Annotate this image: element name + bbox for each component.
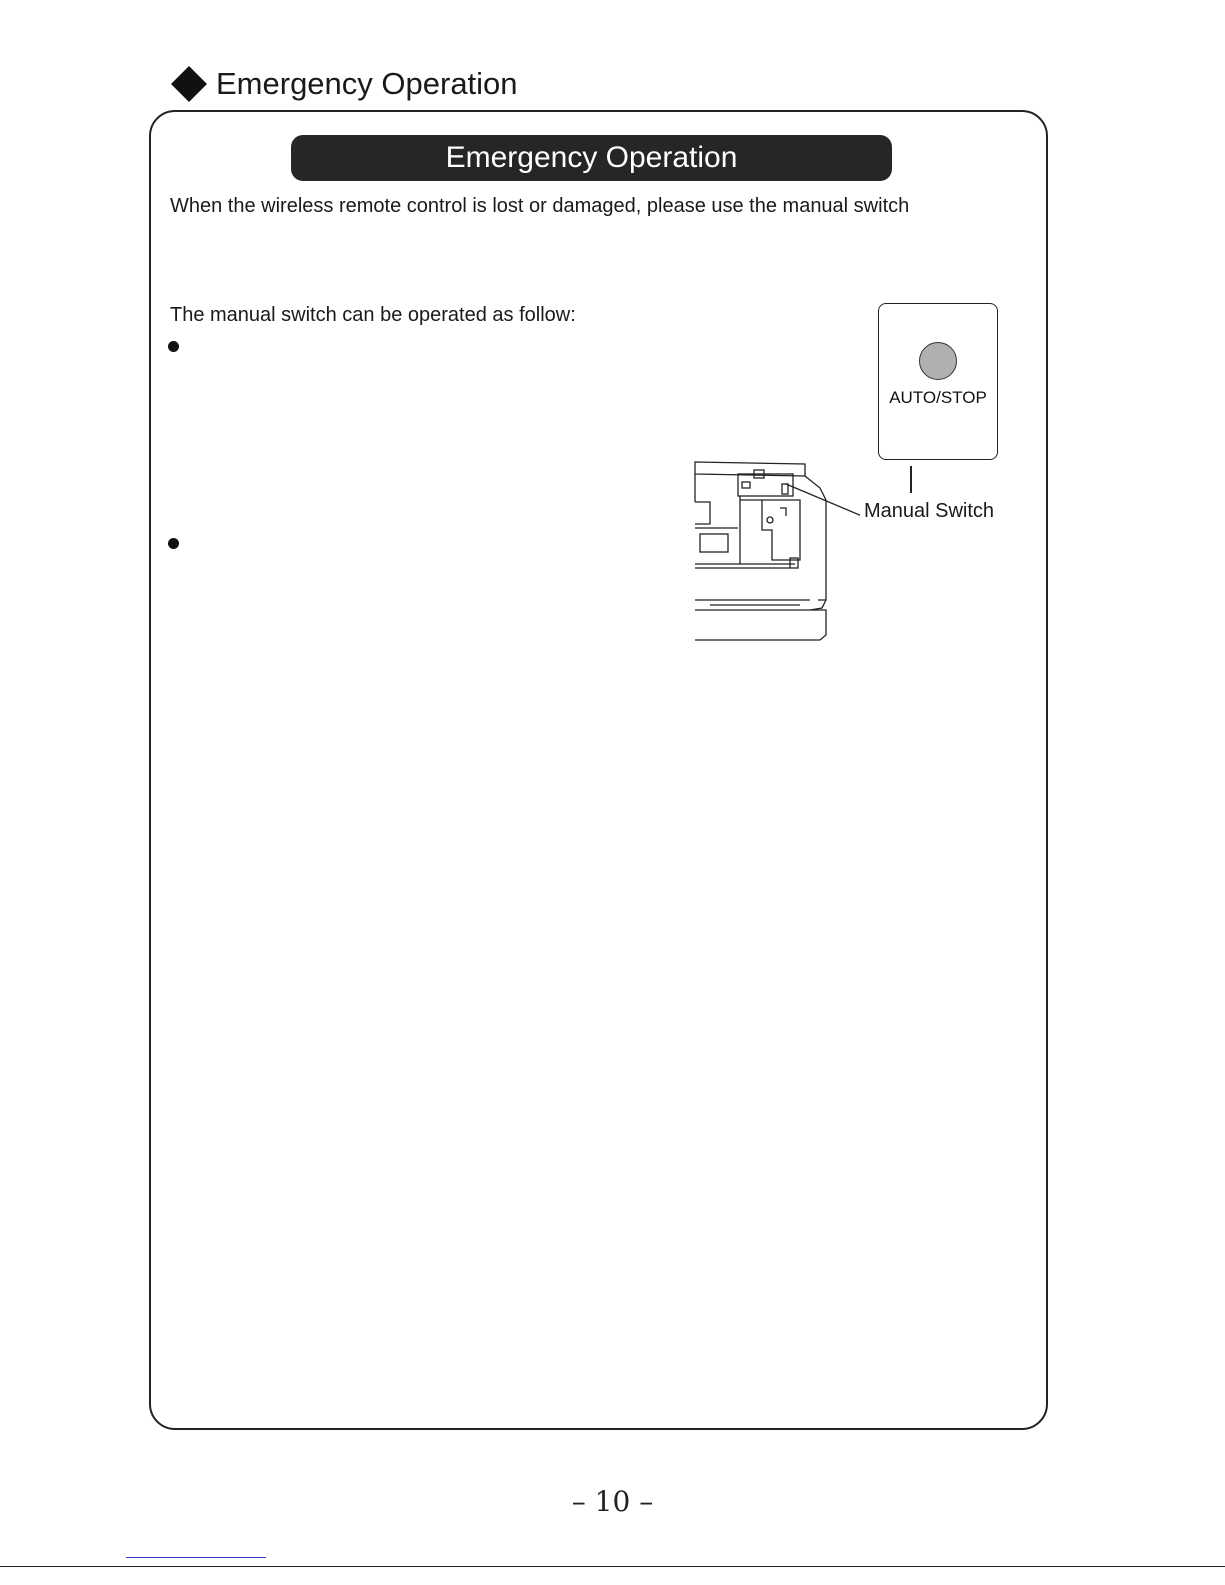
manual-switch-label: Manual Switch (864, 500, 995, 522)
indoor-unit-illustration (690, 460, 860, 645)
auto-stop-panel (878, 303, 998, 460)
page-number: – 10 – (571, 1485, 654, 1518)
section-heading (170, 62, 518, 106)
auto-stop-label: AUTO/STOP (889, 388, 987, 407)
footer-divider (0, 1566, 1225, 1567)
panel-connector-line (910, 466, 912, 493)
banner-title: Emergency Operation (291, 135, 892, 181)
diamond-bullet-icon (170, 65, 208, 103)
follow-text: The manual switch can be operated as follow: (170, 304, 576, 326)
section-heading-title: Emergency Operation (216, 66, 518, 101)
footer-link-underline (126, 1557, 266, 1558)
intro-text: When the wireless remote control is lost or damaged, please use the manual switch (170, 195, 910, 217)
auto-stop-button-illustration (919, 342, 957, 380)
bullet-point-2 (168, 538, 179, 549)
bullet-point-1 (168, 341, 179, 352)
